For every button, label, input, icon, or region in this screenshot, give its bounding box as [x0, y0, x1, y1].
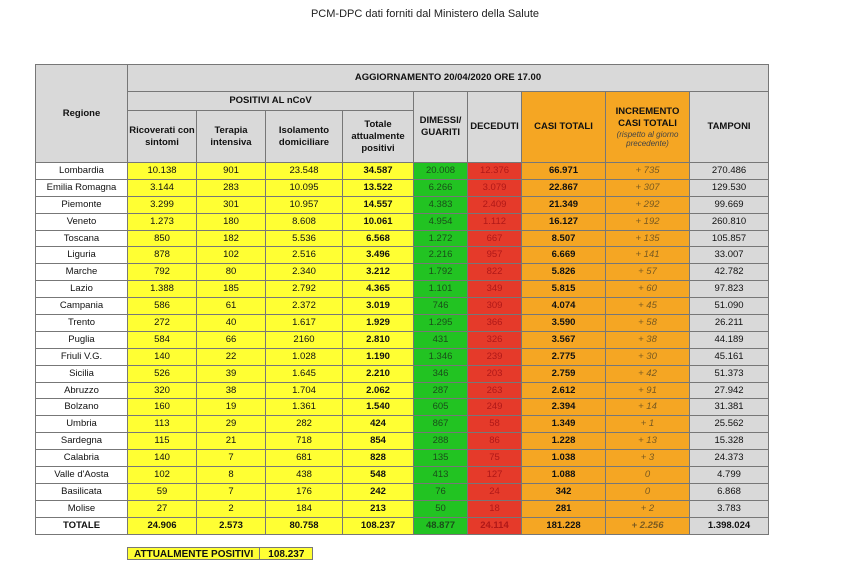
cell-deceduti: 203: [468, 365, 522, 382]
cell-terapia: 301: [197, 196, 266, 213]
table-row: [36, 331, 769, 348]
cell-deceduti: 58: [468, 416, 522, 433]
cell-regione: Puglia: [36, 331, 128, 348]
cell-isolamento: 718: [266, 433, 343, 450]
cell-ricoverati: 586: [128, 298, 197, 315]
cell-tamponi: 105.857: [690, 230, 769, 247]
cell-tamponi: 42.782: [690, 264, 769, 281]
cell-regione: Bolzano: [36, 399, 128, 416]
cell-terapia: 80: [197, 264, 266, 281]
cell-totale-positivi: 1.190: [343, 348, 414, 365]
cell-regione: Calabria: [36, 450, 128, 467]
cell-casi-totali: 1.349: [522, 416, 606, 433]
table-row: [36, 348, 769, 365]
header-incremento-note: (rispetto al giorno precedente): [616, 130, 679, 148]
cell-ricoverati: 113: [128, 416, 197, 433]
cell-isolamento: 8.608: [266, 213, 343, 230]
table-row: [36, 416, 769, 433]
cell-casi-totali: 22.867: [522, 179, 606, 196]
cell-tamponi: 270.486: [690, 163, 769, 180]
cell-dimessi: 1.101: [414, 281, 468, 298]
cell-tamponi: 27.942: [690, 382, 769, 399]
cell-isolamento: 1.645: [266, 365, 343, 382]
cell-totale-positivi: 10.061: [343, 213, 414, 230]
cell-incremento: + 1: [606, 416, 690, 433]
cell-regione: Veneto: [36, 213, 128, 230]
cell-deceduti: 75: [468, 450, 522, 467]
cell-dimessi: 413: [414, 467, 468, 484]
cell-totale-positivi: 2.062: [343, 382, 414, 399]
cell-isolamento: 438: [266, 467, 343, 484]
cell-dimessi: 76: [414, 483, 468, 500]
cell-casi-totali: 3.567: [522, 331, 606, 348]
cell-deceduti: 12.376: [468, 163, 522, 180]
cell-deceduti: 263: [468, 382, 522, 399]
attualmente-positivi-label: ATTUALMENTE POSITIVI: [127, 547, 260, 560]
cell-incremento: + 2: [606, 500, 690, 517]
cell-isolamento: 282: [266, 416, 343, 433]
table-row: [36, 298, 769, 315]
cell-casi-totali: 2.775: [522, 348, 606, 365]
cell-isolamento: 10.095: [266, 179, 343, 196]
cell-terapia: 8: [197, 467, 266, 484]
cell-deceduti: 1.112: [468, 213, 522, 230]
total-cell-isolamento: 80.758: [266, 517, 343, 534]
cell-ricoverati: 1.273: [128, 213, 197, 230]
update-title: AGGIORNAMENTO 20/04/2020 ORE 17.00: [128, 65, 769, 92]
cell-tamponi: 51.373: [690, 365, 769, 382]
cell-totale-positivi: 3.019: [343, 298, 414, 315]
cell-tamponi: 33.007: [690, 247, 769, 264]
table-row: [36, 281, 769, 298]
cell-tamponi: 26.211: [690, 315, 769, 332]
cell-ricoverati: 792: [128, 264, 197, 281]
cell-totale-positivi: 3.496: [343, 247, 414, 264]
cell-incremento: + 91: [606, 382, 690, 399]
cell-deceduti: 349: [468, 281, 522, 298]
header-regione: Regione: [36, 65, 128, 163]
cell-deceduti: 309: [468, 298, 522, 315]
cell-ricoverati: 1.388: [128, 281, 197, 298]
table-row: [36, 196, 769, 213]
cell-dimessi: 288: [414, 433, 468, 450]
cell-isolamento: 681: [266, 450, 343, 467]
cell-casi-totali: 21.349: [522, 196, 606, 213]
cell-deceduti: 86: [468, 433, 522, 450]
total-cell-regione: TOTALE: [36, 517, 128, 534]
cell-ricoverati: 140: [128, 450, 197, 467]
cell-dimessi: 867: [414, 416, 468, 433]
cell-incremento: + 292: [606, 196, 690, 213]
cell-incremento: + 13: [606, 433, 690, 450]
cell-terapia: 7: [197, 483, 266, 500]
cell-terapia: 7: [197, 450, 266, 467]
table-row: [36, 264, 769, 281]
cell-dimessi: 50: [414, 500, 468, 517]
cell-incremento: 0: [606, 483, 690, 500]
cell-incremento: + 60: [606, 281, 690, 298]
cell-regione: Emilia Romagna: [36, 179, 128, 196]
cell-dimessi: 1.272: [414, 230, 468, 247]
cell-totale-positivi: 424: [343, 416, 414, 433]
cell-terapia: 39: [197, 365, 266, 382]
cell-totale-positivi: 13.522: [343, 179, 414, 196]
cell-dimessi: 287: [414, 382, 468, 399]
header-positivi-group: POSITIVI AL nCoV: [128, 92, 414, 111]
cell-casi-totali: 2.394: [522, 399, 606, 416]
table-row: [36, 500, 769, 517]
cell-deceduti: 957: [468, 247, 522, 264]
cell-incremento: + 57: [606, 264, 690, 281]
cell-regione: Sardegna: [36, 433, 128, 450]
cell-terapia: 21: [197, 433, 266, 450]
cell-regione: Basilicata: [36, 483, 128, 500]
cell-dimessi: 6.266: [414, 179, 468, 196]
header-tamponi: TAMPONI: [690, 92, 769, 163]
cell-regione: Lombardia: [36, 163, 128, 180]
total-cell-terapia: 2.573: [197, 517, 266, 534]
cell-ricoverati: 320: [128, 382, 197, 399]
attualmente-positivi-value: 108.237: [260, 547, 313, 560]
table-row: [36, 247, 769, 264]
header-deceduti: DECEDUTI: [468, 92, 522, 163]
cell-terapia: 40: [197, 315, 266, 332]
cell-incremento: + 141: [606, 247, 690, 264]
totals-row: [36, 517, 769, 534]
source-caption: PCM-DPC dati forniti dal Ministero della Salute: [310, 8, 540, 20]
cell-casi-totali: 66.971: [522, 163, 606, 180]
cell-regione: Umbria: [36, 416, 128, 433]
cell-tamponi: 260.810: [690, 213, 769, 230]
cell-totale-positivi: 242: [343, 483, 414, 500]
cell-totale-positivi: 1.929: [343, 315, 414, 332]
table-row: [36, 450, 769, 467]
cell-totale-positivi: 854: [343, 433, 414, 450]
cell-ricoverati: 526: [128, 365, 197, 382]
cell-casi-totali: 1.038: [522, 450, 606, 467]
cell-totale-positivi: 4.365: [343, 281, 414, 298]
cell-ricoverati: 140: [128, 348, 197, 365]
total-cell-ricoverati: 24.906: [128, 517, 197, 534]
cell-dimessi: 20.008: [414, 163, 468, 180]
cell-terapia: 19: [197, 399, 266, 416]
cell-casi-totali: 6.669: [522, 247, 606, 264]
cell-ricoverati: 59: [128, 483, 197, 500]
header-terapia: Terapia intensiva: [197, 111, 266, 163]
cell-isolamento: 1.361: [266, 399, 343, 416]
table-row: [36, 467, 769, 484]
cell-terapia: 61: [197, 298, 266, 315]
cell-casi-totali: 3.590: [522, 315, 606, 332]
total-cell-casi-totali: 181.228: [522, 517, 606, 534]
cell-ricoverati: 27: [128, 500, 197, 517]
cell-deceduti: 127: [468, 467, 522, 484]
total-cell-dimessi: 48.877: [414, 517, 468, 534]
cell-totale-positivi: 14.557: [343, 196, 414, 213]
cell-casi-totali: 1.088: [522, 467, 606, 484]
cell-regione: Molise: [36, 500, 128, 517]
cell-isolamento: 176: [266, 483, 343, 500]
table-row: [36, 179, 769, 196]
cell-ricoverati: 102: [128, 467, 197, 484]
cell-casi-totali: 2.612: [522, 382, 606, 399]
cell-ricoverati: 272: [128, 315, 197, 332]
total-cell-deceduti: 24.114: [468, 517, 522, 534]
cell-totale-positivi: 34.587: [343, 163, 414, 180]
table-body: [36, 163, 769, 535]
cell-deceduti: 667: [468, 230, 522, 247]
cell-terapia: 38: [197, 382, 266, 399]
table-row: [36, 315, 769, 332]
cell-incremento: 0: [606, 467, 690, 484]
cell-ricoverati: 3.299: [128, 196, 197, 213]
cell-dimessi: 2.216: [414, 247, 468, 264]
cell-tamponi: 24.373: [690, 450, 769, 467]
cell-incremento: + 42: [606, 365, 690, 382]
cell-dimessi: 346: [414, 365, 468, 382]
cell-terapia: 283: [197, 179, 266, 196]
cell-dimessi: 4.383: [414, 196, 468, 213]
cell-terapia: 2: [197, 500, 266, 517]
cell-isolamento: 1.028: [266, 348, 343, 365]
cell-regione: Trento: [36, 315, 128, 332]
cell-deceduti: 3.079: [468, 179, 522, 196]
table-row: [36, 433, 769, 450]
cell-casi-totali: 1.228: [522, 433, 606, 450]
cell-isolamento: 2.372: [266, 298, 343, 315]
table-row: [36, 230, 769, 247]
cell-tamponi: 99.669: [690, 196, 769, 213]
total-cell-totale-positivi: 108.237: [343, 517, 414, 534]
cell-regione: Friuli V.G.: [36, 348, 128, 365]
cell-regione: Abruzzo: [36, 382, 128, 399]
cell-incremento: + 30: [606, 348, 690, 365]
cell-incremento: + 14: [606, 399, 690, 416]
cell-tamponi: 6.868: [690, 483, 769, 500]
cell-incremento: + 307: [606, 179, 690, 196]
cell-ricoverati: 3.144: [128, 179, 197, 196]
covid-region-table: [35, 64, 769, 535]
cell-isolamento: 2.792: [266, 281, 343, 298]
cell-incremento: + 135: [606, 230, 690, 247]
cell-regione: Marche: [36, 264, 128, 281]
cell-totale-positivi: 213: [343, 500, 414, 517]
cell-terapia: 102: [197, 247, 266, 264]
cell-tamponi: 3.783: [690, 500, 769, 517]
cell-totale-positivi: 2.210: [343, 365, 414, 382]
cell-tamponi: 15.328: [690, 433, 769, 450]
cell-dimessi: 135: [414, 450, 468, 467]
cell-tamponi: 31.381: [690, 399, 769, 416]
header-incremento-label: INCREMENTO CASI TOTALI: [615, 106, 680, 129]
cell-regione: Toscana: [36, 230, 128, 247]
cell-incremento: + 58: [606, 315, 690, 332]
cell-regione: Campania: [36, 298, 128, 315]
cell-deceduti: 822: [468, 264, 522, 281]
cell-casi-totali: 342: [522, 483, 606, 500]
cell-isolamento: 10.957: [266, 196, 343, 213]
cell-terapia: 182: [197, 230, 266, 247]
total-cell-tamponi: 1.398.024: [690, 517, 769, 534]
table-row: [36, 382, 769, 399]
header-incremento: [606, 92, 690, 163]
cell-tamponi: 129.530: [690, 179, 769, 196]
attualmente-positivi-box: [127, 547, 313, 560]
cell-tamponi: 4.799: [690, 467, 769, 484]
cell-ricoverati: 584: [128, 331, 197, 348]
cell-casi-totali: 281: [522, 500, 606, 517]
cell-terapia: 180: [197, 213, 266, 230]
total-cell-incremento: + 2.256: [606, 517, 690, 534]
cell-casi-totali: 8.507: [522, 230, 606, 247]
cell-incremento: + 38: [606, 331, 690, 348]
cell-isolamento: 2.340: [266, 264, 343, 281]
cell-incremento: + 735: [606, 163, 690, 180]
cell-terapia: 901: [197, 163, 266, 180]
table-row: [36, 399, 769, 416]
cell-ricoverati: 160: [128, 399, 197, 416]
cell-tamponi: 51.090: [690, 298, 769, 315]
cell-deceduti: 2.409: [468, 196, 522, 213]
table-row: [36, 163, 769, 180]
cell-incremento: + 3: [606, 450, 690, 467]
cell-casi-totali: 5.815: [522, 281, 606, 298]
cell-deceduti: 326: [468, 331, 522, 348]
cell-regione: Valle d'Aosta: [36, 467, 128, 484]
cell-totale-positivi: 3.212: [343, 264, 414, 281]
cell-isolamento: 184: [266, 500, 343, 517]
cell-dimessi: 1.346: [414, 348, 468, 365]
cell-terapia: 185: [197, 281, 266, 298]
header-totale-positivi: Totale attualmente positivi: [343, 111, 414, 163]
cell-terapia: 66: [197, 331, 266, 348]
cell-tamponi: 44.189: [690, 331, 769, 348]
cell-dimessi: 431: [414, 331, 468, 348]
cell-isolamento: 1.617: [266, 315, 343, 332]
cell-regione: Piemonte: [36, 196, 128, 213]
cell-deceduti: 18: [468, 500, 522, 517]
cell-dimessi: 605: [414, 399, 468, 416]
cell-totale-positivi: 6.568: [343, 230, 414, 247]
cell-isolamento: 2.516: [266, 247, 343, 264]
header-isolamento: Isolamento domiciliare: [266, 111, 343, 163]
cell-deceduti: 249: [468, 399, 522, 416]
cell-incremento: + 45: [606, 298, 690, 315]
table-row: [36, 483, 769, 500]
cell-dimessi: 4.954: [414, 213, 468, 230]
cell-ricoverati: 115: [128, 433, 197, 450]
cell-ricoverati: 10.138: [128, 163, 197, 180]
cell-terapia: 29: [197, 416, 266, 433]
table-row: [36, 213, 769, 230]
cell-incremento: + 192: [606, 213, 690, 230]
cell-casi-totali: 16.127: [522, 213, 606, 230]
header-dimessi: DIMESSI/ GUARITI: [414, 92, 468, 163]
cell-deceduti: 24: [468, 483, 522, 500]
table-row: [36, 365, 769, 382]
cell-regione: Sicilia: [36, 365, 128, 382]
cell-regione: Lazio: [36, 281, 128, 298]
cell-dimessi: 1.792: [414, 264, 468, 281]
cell-tamponi: 25.562: [690, 416, 769, 433]
cell-isolamento: 5.536: [266, 230, 343, 247]
cell-isolamento: 1.704: [266, 382, 343, 399]
cell-casi-totali: 5.826: [522, 264, 606, 281]
cell-casi-totali: 4.074: [522, 298, 606, 315]
cell-regione: Liguria: [36, 247, 128, 264]
cell-deceduti: 239: [468, 348, 522, 365]
cell-ricoverati: 850: [128, 230, 197, 247]
cell-totale-positivi: 548: [343, 467, 414, 484]
cell-totale-positivi: 828: [343, 450, 414, 467]
cell-deceduti: 366: [468, 315, 522, 332]
cell-totale-positivi: 1.540: [343, 399, 414, 416]
header-ricoverati: Ricoverati con sintomi: [128, 111, 197, 163]
header-casi-totali: CASI TOTALI: [522, 92, 606, 163]
cell-isolamento: 2160: [266, 331, 343, 348]
cell-dimessi: 746: [414, 298, 468, 315]
cell-isolamento: 23.548: [266, 163, 343, 180]
cell-casi-totali: 2.759: [522, 365, 606, 382]
cell-tamponi: 97.823: [690, 281, 769, 298]
cell-totale-positivi: 2.810: [343, 331, 414, 348]
cell-tamponi: 45.161: [690, 348, 769, 365]
cell-dimessi: 1.295: [414, 315, 468, 332]
cell-terapia: 22: [197, 348, 266, 365]
cell-ricoverati: 878: [128, 247, 197, 264]
